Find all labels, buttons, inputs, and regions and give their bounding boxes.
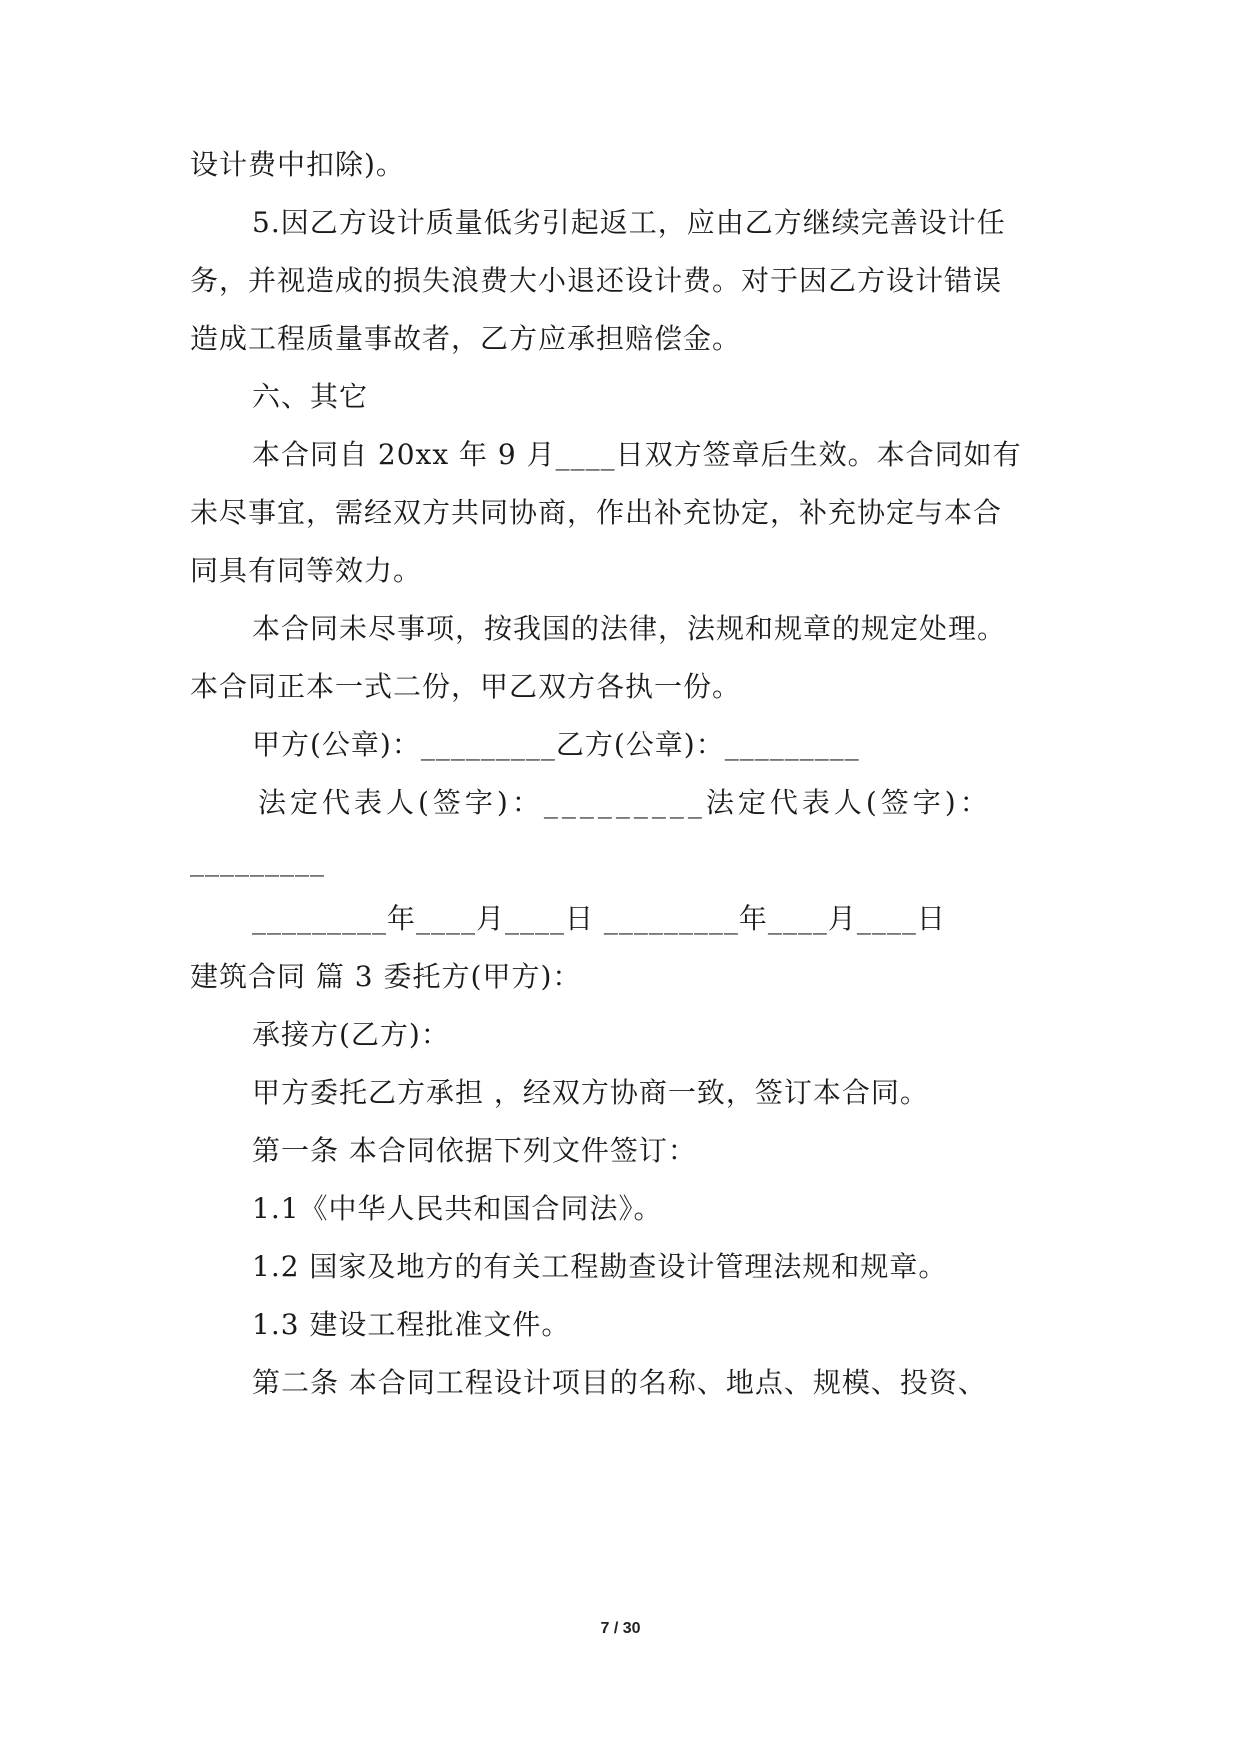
article-heading: 第一条 本合同依据下列文件签订：	[252, 1134, 697, 1167]
text-line: 1.1《中华人民共和国合同法》。	[252, 1192, 663, 1225]
text-line: 未尽事宜，需经双方共同协商，作出补充协定，补充协定与本合	[190, 496, 1003, 529]
text-line: 甲方委托乙方承担 ，经双方协商一致，签订本合同。	[252, 1076, 929, 1109]
contract-title: 建筑合同 篇 3 委托方(甲方)：	[190, 960, 582, 993]
signature-line-seal: 甲方(公章)：_________乙方(公章)：_________	[252, 728, 860, 761]
text-line: 设计费中扣除)。	[190, 148, 405, 181]
text-line: 1.3 建设工程批准文件。	[252, 1308, 571, 1341]
text-line: 1.2 国家及地方的有关工程勘查设计管理法规和规章。	[252, 1250, 948, 1283]
text-line: 5.因乙方设计质量低劣引起返工，应由乙方继续完善设计任	[252, 206, 1006, 239]
text-line: 造成工程质量事故者，乙方应承担赔偿金。	[190, 322, 742, 355]
text-line: 本合同自 20xx 年 9 月____日双方签章后生效。本合同如有	[252, 438, 1022, 471]
article-heading: 第二条 本合同工程设计项目的名称、地点、规模、投资、	[252, 1366, 987, 1399]
date-line: _________年____月____日 _________年____月____日	[252, 902, 946, 935]
text-line: 本合同未尽事项，按我国的法律，法规和规章的规定处理。	[252, 612, 1007, 645]
text-line: 务，并视造成的损失浪费大小退还设计费。对于因乙方设计错误	[190, 264, 1003, 297]
section-heading: 六、其它	[252, 380, 369, 413]
page-number: 7 / 30	[600, 1620, 641, 1637]
text-line: 承接方(乙方)：	[252, 1018, 450, 1051]
signature-blank: _________	[190, 844, 325, 877]
text-line: 同具有同等效力。	[190, 554, 423, 587]
text-line: 本合同正本一式二份，甲乙双方各执一份。	[190, 670, 742, 703]
signature-line-representative: 法定代表人(签字)：_________法定代表人(签字)：	[258, 786, 992, 819]
